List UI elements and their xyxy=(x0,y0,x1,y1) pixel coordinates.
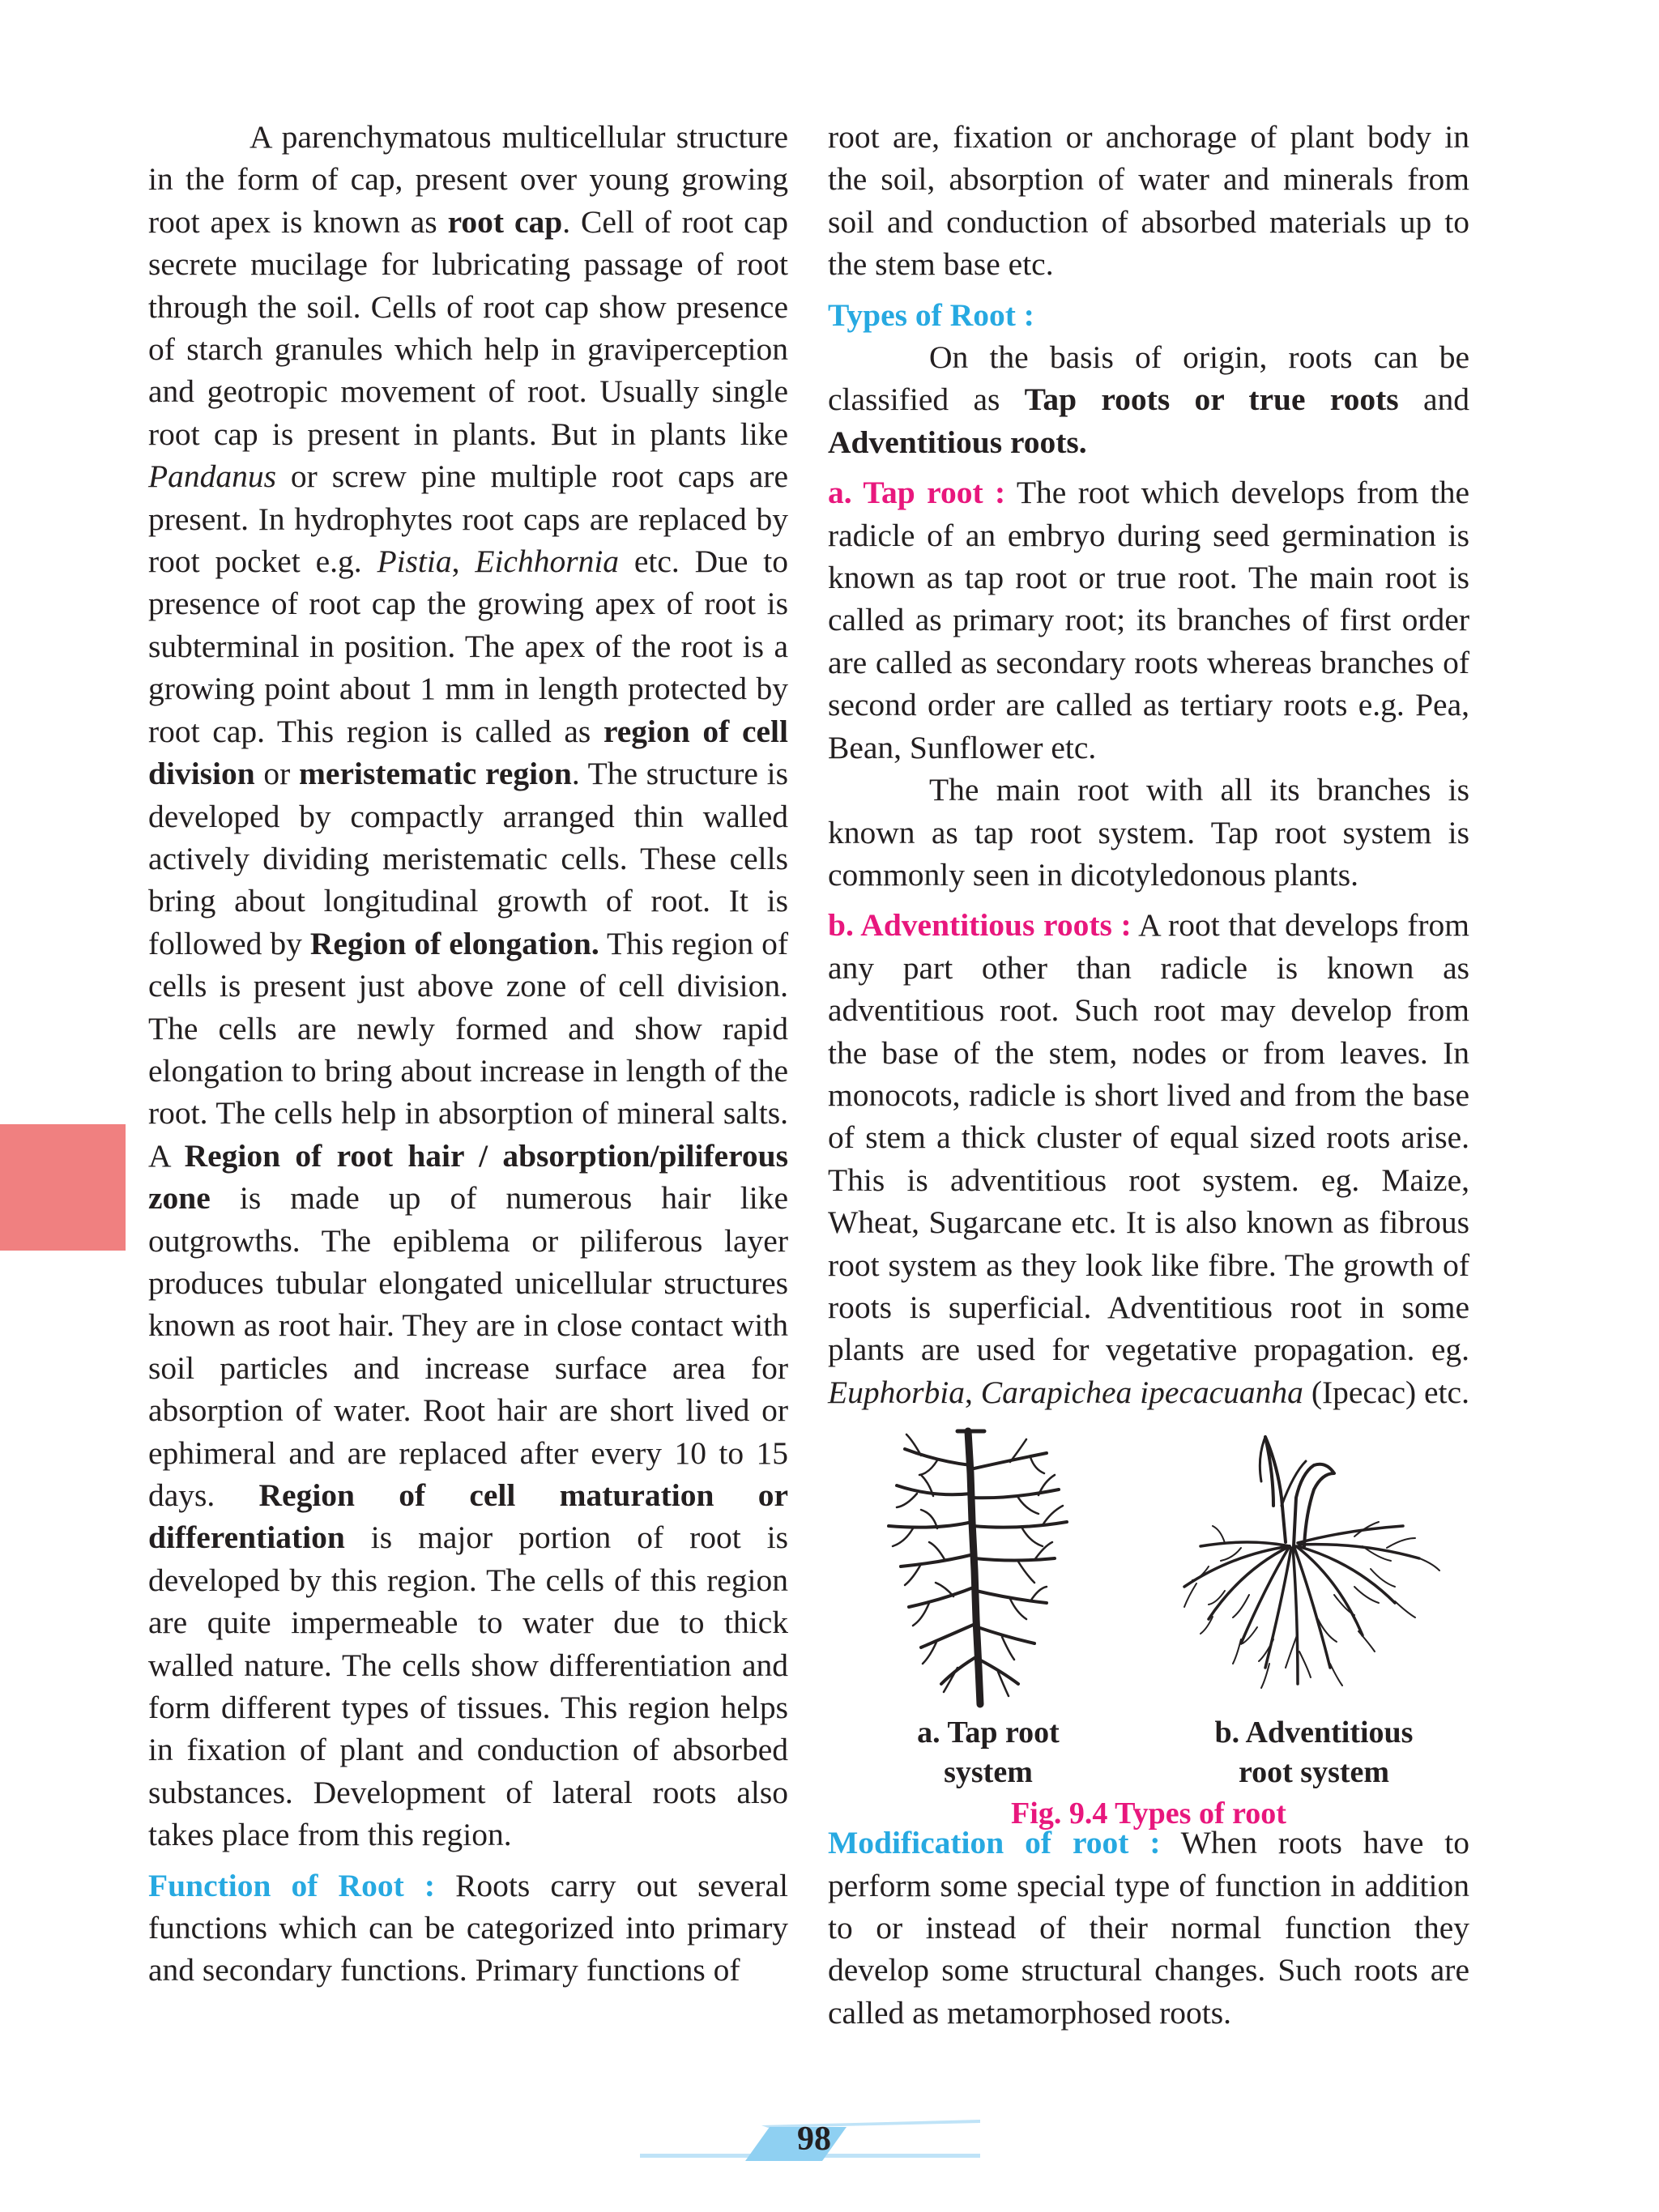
tap-root-illustration xyxy=(872,1425,1083,1716)
paragraph-tap-root-system: The main root with all its branches is known as tap root system. Tap root system is commonly seen in dicotyledonous plants. xyxy=(828,772,1469,893)
right-column xyxy=(828,116,1469,2034)
caption-adventitious-root-system: b. Adventitious root system xyxy=(1214,1715,1414,1790)
page-number: 98 xyxy=(797,2120,831,2158)
caption-tap-root-system: a. Tap root system xyxy=(917,1715,1060,1790)
paragraph-root-cap: A parenchymatous multicellular structure in the form of cap, present over young growing root apex is known as root cap. Cell of root cap secrete mucilage for lubricating passage of root through the soil. Cells of root cap show presence of starch granules which help in graviperception and geotropic movement of root. Usually single root cap is present in plants. But in plants like Pandanus or screw pine multiple root caps are present. In hydrophytes root caps are replaced by root pocket e.g. Pistia, Eichhornia etc. Due to presence of root cap the growing apex of root is subterminal in position. The apex of the root is a growing point about 1 mm in length protected by root cap. This region is called as region of cell division or meristematic region. The structure is developed by compactly arranged thin walled actively dividing meristematic cells. These cells bring about longitudinal growth of root. It is followed by Region of elongation. This region of cells is present just above zone of cell division. The cells are newly formed and show rapid elongation to bring about increase in length of the root. The cells help in absorption of mineral salts. A Region of root hair / absorption/piliferous zone is made up of numerous hair like outgrowths. The epiblema or piliferous layer produces tubular elongated unicellular structures known as root hair. They are in close contact with soil particles and increase surface area for absorption of water. Root hair are short lived or ephimeral and are replaced after every 10 to 15 days. Region of cell maturation or differentiation is major portion of root is developed by this region. The cells of this region are quite impermeable to water due to thick walled nature. The cells show differentiation and form different types of tissues. This region helps in fixation of plant and conduction of absorbed substances. Development of lateral roots also takes place from this region. xyxy=(148,119,789,1853)
figure-types-of-root xyxy=(828,1425,1469,1831)
paragraph-functions-continued: root are, fixation or anchorage of plant body in the soil, absorption of water and minerals from soil and conduction of absorbed materials up to the stem base etc. xyxy=(828,119,1469,283)
paragraph-function-of-root: Function of Root : Roots carry out several functions which can be categorized into primary and secondary functions. Primary functions of xyxy=(148,1867,788,1988)
paragraph-modification-of-root: Modification of root : When roots have to perform some special type of function in addition to or instead of their normal function they develop some structural changes. Such roots are called as metamorphosed roots. xyxy=(828,1825,1469,2031)
side-tab xyxy=(0,1124,126,1251)
figure-title: Fig. 9.4 Types of root xyxy=(1011,1796,1286,1831)
heading-adventitious-roots: b. Adventitious roots : xyxy=(828,907,1132,944)
heading-function-of-root: Function of Root : xyxy=(148,1867,435,1903)
heading-modification-of-root: Modification of root : xyxy=(828,1825,1161,1861)
adventitious-root-illustration xyxy=(1152,1425,1468,1716)
heading-types-of-root: Types of Root : xyxy=(828,296,1034,333)
paragraph-adventitious-roots: b. Adventitious roots : A root that develops from any part other than radicle is known as adventitious root. Such root may develop from the base of the stem, nodes or from leaves. In monocots, radicle is short lived and from the base of stem a thick cluster of equal sized roots arise. This is adventitious root system. eg. Maize, Wheat, Sugarcane etc. It is also known as fibrous root system as they look like fibre. The growth of roots is superficial. Adventitious root in some plants are used for vegetative propagation. eg. Euphorbia, Carapichea ipecacuanha (Ipecac) etc. xyxy=(828,907,1469,1410)
paragraph-tap-root: a. Tap root : The root which develops from the radicle of an embryo during seed germination is known as tap root or true root. The main root is called as primary root; its branches of first order are called as secondary roots whereas branches of second order are called as tertiary roots e.g. Pea, Bean, Sunflower etc. xyxy=(828,475,1469,765)
left-column xyxy=(148,116,788,1992)
paragraph-types-of-root: On the basis of origin, roots can be classified as Tap roots or true roots and Adventitious roots. xyxy=(828,339,1469,460)
heading-tap-root: a. Tap root : xyxy=(828,475,1006,511)
